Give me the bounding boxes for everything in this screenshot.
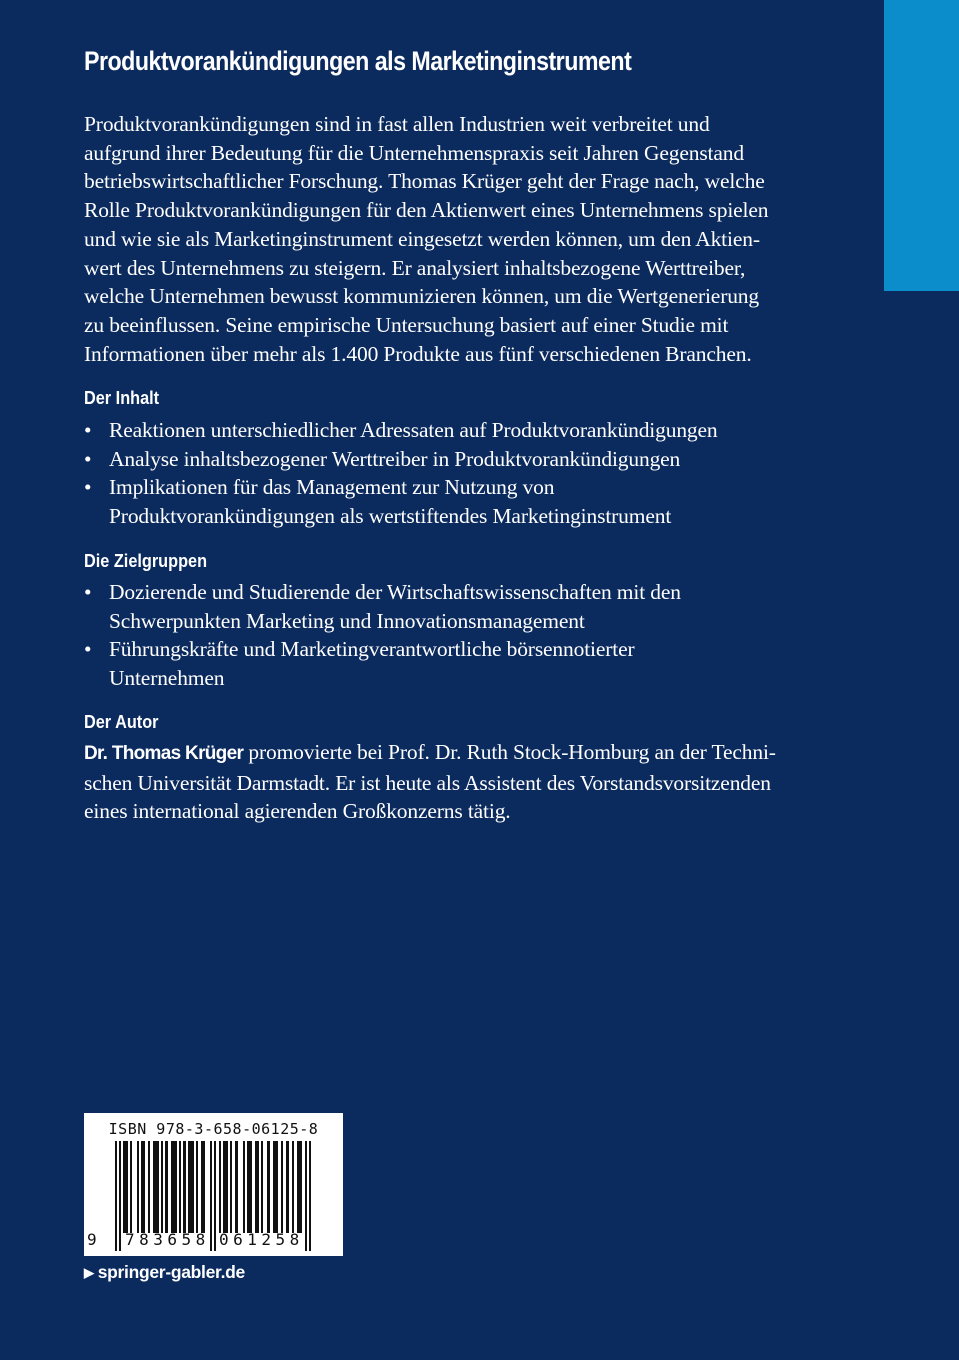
accent-strip: [884, 0, 959, 291]
section-heading-inhalt: Der Inhalt: [84, 387, 160, 408]
list-item: [84, 445, 824, 474]
author-bio-text: promovierte bei Prof. Dr. Ruth Stock-Homburg an der Techni-: [243, 740, 776, 764]
intro-line: und wie sie als Marketinginstrument eingesetzt werden können, um den Aktien-: [84, 226, 760, 251]
list-item-text: Analyse inhaltsbezogener Werttreiber in Produktvorankündigungen: [109, 446, 681, 471]
zielgruppen-list: [84, 578, 824, 693]
intro-line: Produktvorankündigungen sind in fast allen Industrien weit verbreitet und: [84, 112, 710, 136]
barcode-digits-right: 061258: [219, 1230, 304, 1249]
list-item: [84, 473, 824, 530]
intro-line: betriebswirtschaftlicher Forschung. Thomas Krüger geht der Frage nach, welche: [84, 169, 765, 194]
book-title: Produktvorankündigungen als Marketinginstrument: [84, 46, 632, 76]
list-item-text: Schwerpunkten Marketing und Innovationsmanagement: [109, 608, 585, 633]
intro-paragraph: [84, 110, 804, 368]
list-item-text: Implikationen für das Management zur Nutzung von: [109, 475, 555, 500]
author-bio-line: eines international agierenden Großkonzerns tätig.: [84, 799, 511, 824]
author-name: Dr. Thomas Krüger: [84, 743, 244, 764]
section-heading-zielgruppen: Die Zielgruppen: [84, 550, 208, 571]
publisher-website-text: springer-gabler.de: [97, 1262, 245, 1282]
bullet-icon: •: [84, 446, 92, 471]
author-bio: [84, 738, 824, 826]
intro-line: Informationen über mehr als 1.400 Produkte aus fünf verschiedenen Branchen.: [84, 341, 752, 366]
intro-line: wert des Unternehmens zu steigern. Er analysiert inhaltsbezogene Werttreiber,: [84, 255, 746, 280]
section-heading-autor: Der Autor: [84, 711, 159, 732]
list-item-text: Reaktionen unterschiedlicher Adressaten auf Produktvorankündigungen: [109, 418, 718, 442]
inhalt-list: [84, 416, 824, 531]
list-item-text: Produktvorankündigungen als wertstiftendes Marketinginstrument: [109, 504, 672, 529]
author-bio-line: [84, 738, 824, 769]
bullet-icon: •: [84, 637, 92, 662]
list-item-text: Führungskräfte und Marketingverantwortliche börsennotierter: [109, 637, 635, 662]
list-item: [84, 578, 824, 635]
barcode-digit-first: 9: [87, 1230, 97, 1249]
barcode-digits-left: 783658: [125, 1230, 210, 1249]
list-item-text: Dozierende und Studierende der Wirtschaftswissenschaften mit den: [109, 580, 681, 604]
intro-line: zu beeinflussen. Seine empirische Untersuchung basiert auf einer Studie mit: [84, 312, 729, 337]
publisher-website-link[interactable]: [84, 1262, 245, 1283]
play-arrow-icon: ▶: [84, 1265, 94, 1280]
intro-line: aufgrund ihrer Bedeutung für die Unternehmenspraxis seit Jahren Gegenstand: [84, 140, 744, 165]
isbn-label: ISBN 978-3-658-06125-8: [108, 1120, 319, 1138]
author-bio-line: schen Universität Darmstadt. Er ist heute als Assistent des Vorstandsvorsitzenden: [84, 770, 771, 795]
list-item: [84, 635, 824, 692]
intro-line: Rolle Produktvorankündigungen für den Aktienwert eines Unternehmens spielen: [84, 198, 769, 223]
list-item-text: Unternehmen: [109, 666, 225, 691]
bullet-icon: •: [84, 475, 92, 500]
list-item: [84, 416, 824, 445]
bullet-icon: •: [84, 418, 92, 442]
intro-line: welche Unternehmen bewusst kommunizieren können, um die Wertgenerierung: [84, 284, 760, 309]
isbn-barcode-box: [84, 1113, 343, 1256]
bullet-icon: •: [84, 580, 92, 604]
